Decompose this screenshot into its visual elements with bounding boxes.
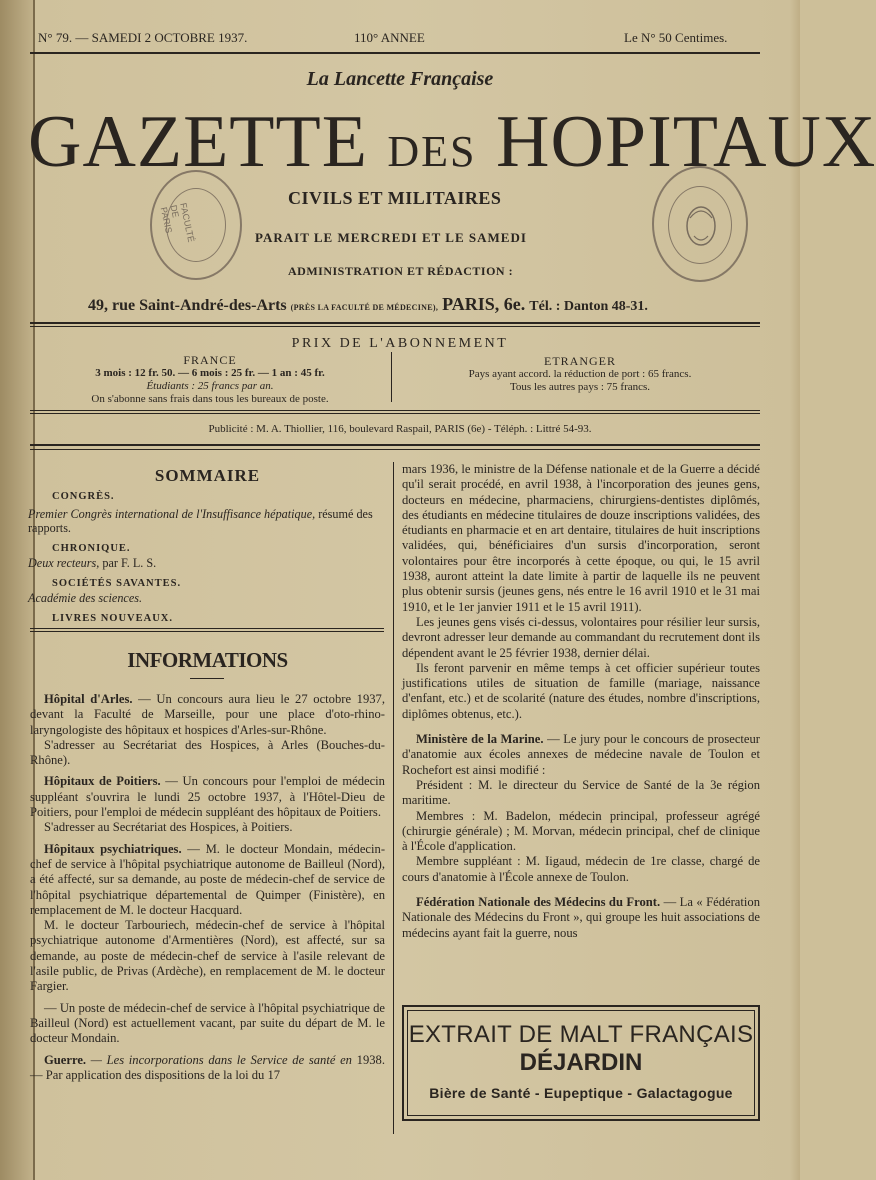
sommaire-chronique: CHRONIQUE.: [52, 543, 131, 554]
rule: [30, 628, 384, 629]
rule: [30, 631, 384, 632]
ad-product: EXTRAIT DE MALT FRANÇAIS: [408, 1021, 754, 1048]
informations-title: INFORMATIONS: [127, 648, 288, 672]
right-column-text: [402, 462, 760, 941]
article-marine-president: Président : M. le directeur du Service de Santé de la 3e région maritime.: [402, 777, 760, 808]
sommaire-societes-entry: Académie des sciences.: [28, 591, 143, 605]
article-body: 1938. — Par application des dispositions de la loi du 17: [30, 1052, 385, 1082]
article-poitiers: [30, 774, 385, 820]
article-head: Hôpital d'Arles.: [44, 692, 133, 706]
sommaire-congres-entry: [28, 507, 388, 535]
article-bailleul: — Un poste de médecin-chef de service à l'hôpital psychiatrique de Bailleul (Nord) est actuellement vacant, par suite du départ de M. le docteur Mondain.: [30, 1000, 385, 1046]
sommaire-congres-title: Premier Congrès international de l'Insuffisance hépatique,: [28, 507, 316, 521]
sommaire-chronique-author: par F. L. S.: [99, 556, 157, 570]
subtitle-civils: CIVILS ET MILITAIRES: [288, 188, 502, 208]
article-psychiatriques: [30, 842, 385, 918]
abonnement-title: PRIX DE L'ABONNEMENT: [291, 336, 509, 351]
address-tel: Tél. : Danton 48-31.: [529, 299, 648, 314]
column-separator: [393, 462, 394, 1134]
abonnement-separator: [391, 352, 392, 402]
sommaire-societes: SOCIÉTÉS SAVANTES.: [52, 578, 182, 589]
ad-tagline: Bière de Santé - Eupeptique - Galactagogue: [429, 1085, 733, 1101]
article-body: — La « Fédération Nationale des Médecins du Front », qui groupe les huit associations de médecins ayant fait la guerre, nous: [402, 895, 760, 940]
subtitle-admin: ADMINISTRATION ET RÉDACTION :: [288, 264, 514, 278]
etranger-rate2: Tous les autres pays : 75 francs.: [509, 381, 651, 393]
article-body: — M. le docteur Mondain, médecin-chef de service à l'hôpital psychiatrique autonome de Bailleul (Nord), a été affecté, sur sa demande, au poste de médecin-chef de service de l'hôpital psychiatrique départemental de Quimper (Finistère), en remplacement de M. le docteur Hacquard.: [30, 841, 386, 917]
subtitle-parait: PARAIT LE MERCREDI ET LE SAMEDI: [255, 230, 527, 245]
rule: [30, 413, 760, 414]
article-marine-membres: Membres : M. Badelon, médecin principal, professeur agrégé (chirurgie générale) ; M. Morvan, médecin principal, chef de clinique à l'École d'application.: [402, 808, 760, 854]
etranger-rate1: Pays ayant accord. la réduction de port : 65 francs.: [468, 368, 692, 380]
sommaire-title: SOMMAIRE: [154, 466, 261, 485]
article-head: Fédération Nationale des Médecins du Front.: [416, 895, 661, 910]
article-guerre-justif: Ils feront parvenir en même temps à cet officier supérieur toutes justifications utiles de situation de famille (mariage, naissance d'enfant, etc.) et de scolarité (nature des études, nombre d'inscriptions, diplômes obtenus, etc.).: [402, 660, 760, 721]
sommaire-chronique-title: Deux recteurs,: [28, 556, 100, 570]
article-marine: [402, 732, 760, 778]
title-des: DES: [387, 127, 477, 176]
library-stamp-right: [652, 166, 748, 282]
title-underline: [190, 678, 224, 679]
france-title: FRANCE: [183, 353, 237, 367]
sommaire-congres: CONGRÈS.: [52, 491, 115, 502]
france-rates: 3 mois : 12 fr. 50. — 6 mois : 25 fr. — 1 an : 45 fr.: [95, 367, 325, 379]
rule: [30, 410, 760, 411]
address-note: (PRÈS LA FACULTÉ DE MÉDECINE),: [290, 303, 439, 312]
advertisement-inner: [407, 1010, 755, 1116]
publicite-line: Publicité : M. A. Thiollier, 116, boulevard Raspail, PARIS (6e) - Téléph. : Littré 54-93.: [208, 423, 592, 435]
masthead-rule: [30, 52, 760, 54]
article-guerre: [30, 1053, 385, 1084]
article-tarbouriech: M. le docteur Tarbouriech, médecin-chef de service à l'hôpital psychiatrique autonome d'Armentières (Nord), est affecté, sur sa demande, au poste de médecin-chef de service à l'asile relevant de l'asile public, de Privas (Ardèche), en remplacement de M. le docteur Fargier.: [30, 918, 385, 994]
sommaire-congres-desc: résumé des rapports.: [28, 507, 373, 535]
article-federation: [402, 895, 760, 941]
article-poitiers-contact: S'adresser au Secrétariat des Hospices, à Poitiers.: [44, 820, 293, 835]
article-body: — Un concours aura lieu le 27 octobre 1937, devant la Faculté de Marseille, pour une place d'oto-rhino-laryngologiste des hôpitaux et hospices d'Arles-sur-Rhône.: [30, 692, 385, 737]
article-marine-suppleant: Membre suppléant : M. Iigaud, médecin de 1re classe, chargé de cours d'anatomie à l'École annexe de Toulon.: [402, 854, 760, 884]
rule: [30, 449, 760, 450]
address-line: [88, 294, 648, 315]
advertisement-box: [402, 1005, 760, 1121]
issue-year: 110° ANNEE: [354, 30, 425, 45]
article-head: Ministère de la Marine.: [416, 732, 544, 747]
address-city: PARIS, 6e.: [442, 294, 526, 314]
article-head: Guerre.: [44, 1052, 87, 1067]
article-subhead: — Les incorporations dans le Service de santé en: [86, 1052, 352, 1067]
article-head: Hôpitaux psychiatriques.: [44, 841, 182, 856]
sommaire-chronique-entry: [28, 556, 388, 570]
title-hopitaux: HOPITAUX: [496, 101, 876, 183]
article-guerre-sursis: Les jeunes gens visés ci-dessus, volontaires pour résilier leur sursis, devront adresser leur demande au commandant du recrutement dont ils dépendent avant le 25 février 1938, dernier délai.: [402, 614, 760, 660]
title-gazette: GAZETTE: [28, 101, 368, 183]
article-body: — Le jury pour le concours de prosecteur d'anatomie aux écoles annexes de médecine navale de Toulon et Rochefort est ainsi modifié :: [402, 732, 760, 777]
ad-brand: DÉJARDIN: [519, 1049, 643, 1076]
article-body: — Un concours pour l'emploi de médecin suppléant s'ouvrira le lundi 25 octobre 1937, à l'Hôtel-Dieu de Poitiers, pour l'emploi de médecin suppléant des hôpitaux de Poitiers.: [30, 774, 385, 820]
abonnement-etranger: [400, 355, 760, 394]
etranger-title: ETRANGER: [544, 354, 616, 368]
france-note: On s'abonne sans frais dans tous les bureaux de poste.: [91, 393, 329, 405]
article-arles-contact: S'adresser au Secrétariat des Hospices, à Arles (Bouches-du-Rhône).: [30, 737, 385, 768]
article-head: Hôpitaux de Poitiers.: [44, 774, 161, 789]
issue-price: Le N° 50 Centimes.: [624, 30, 728, 45]
sommaire-livres: LIVRES NOUVEAUX.: [52, 613, 174, 624]
article-guerre-cont: mars 1936, le ministre de la Défense nationale et de la Guerre a décidé qu'il serait procédé, en avril 1938, à l'incorporation des jeunes gens, docteurs en médecine, pharmaciens, chirurgiens-dentistes diplômés, des étudiants en médecine titulaires de douze inscriptions validées, des étudiants en pharmacie et en art dentaire, titulaires de huit inscriptions validées, qui, bénéficiaires d'un sursis d'incorporation, seront volontaires pour être incorporés à cette époque, ou qui, le 15 avril 1938, auront atteint la date limite à partir de laquelle ils ne peuvent plus obtenir sursis (jeunes gens, nés entre le 16 avril 1910 et le 31 mai 1910, et le 1er janvier 1911 et le 15 avril 1911).: [402, 462, 760, 614]
abonnement-france: [40, 354, 380, 406]
stamp-left-text: FACULTÉ DE PARIS: [158, 202, 197, 244]
left-column-text: [30, 692, 385, 1083]
newspaper-title: [28, 101, 876, 183]
issue-number: N° 79. — SAMEDI 2 OCTOBRE 1937.: [38, 30, 248, 45]
subtitle-lancette: La Lancette Française: [306, 68, 494, 90]
france-students: Étudiants : 25 francs par an.: [146, 380, 274, 392]
article-arles: [30, 692, 385, 738]
address-street: 49, rue Saint-André-des-Arts: [88, 297, 287, 314]
rule: [30, 322, 760, 324]
portrait-seal-icon: [676, 196, 726, 256]
library-stamp-left: [150, 170, 242, 280]
sommaire-list: [28, 490, 388, 626]
rule: [30, 326, 760, 327]
rule: [30, 444, 760, 446]
